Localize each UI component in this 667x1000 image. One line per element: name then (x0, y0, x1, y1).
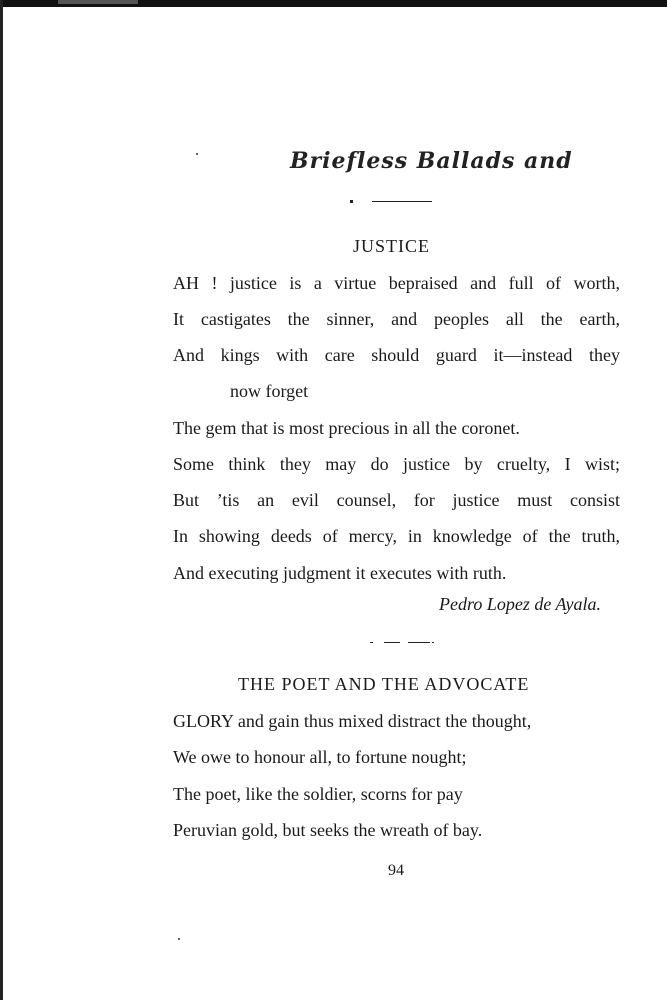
poem-line: But ’tis an evil counsel, for justice must consist (173, 490, 620, 510)
poem-line-continuation: now forget (230, 381, 309, 401)
poem-line: It castigates the sinner, and peoples all the earth, (173, 309, 620, 329)
poem-line: And kings with care should guard it—instead they (173, 345, 620, 365)
scan-speck (178, 938, 180, 940)
poem-line: And executing judgment it executes with ruth. (173, 563, 507, 583)
poem-line: GLORY and gain thus mixed distract the thought, (173, 711, 532, 731)
scan-left-edge (0, 0, 3, 1000)
poem-line: In showing deeds of mercy, in knowledge of the truth, (173, 526, 620, 546)
poem-title-justice: JUSTICE (353, 236, 431, 256)
section-divider-ornament (370, 642, 450, 646)
poem-line: The poet, like the soldier, scorns for pay (173, 784, 463, 804)
poem-line: We owe to honour all, to fortune nought; (173, 747, 467, 767)
poem-attribution: Pedro Lopez de Ayala. (439, 594, 601, 614)
poem-line: Some think they may do justice by cruelty, I wist; (173, 454, 620, 474)
scan-top-mark (58, 0, 138, 4)
poem-line: The gem that is most precious in all the coronet. (173, 418, 520, 438)
scan-speck (196, 153, 198, 155)
running-head: Briefless Ballads and (290, 148, 573, 174)
poem-line: AH ! justice is a virtue bepraised and full of worth, (173, 273, 620, 293)
page-number: 94 (388, 862, 404, 879)
poem-title-poet-advocate: THE POET AND THE ADVOCATE (238, 674, 530, 694)
poem-line: Peruvian gold, but seeks the wreath of bay. (173, 820, 483, 840)
running-head-rule (372, 201, 432, 202)
running-head-dot (350, 200, 353, 203)
